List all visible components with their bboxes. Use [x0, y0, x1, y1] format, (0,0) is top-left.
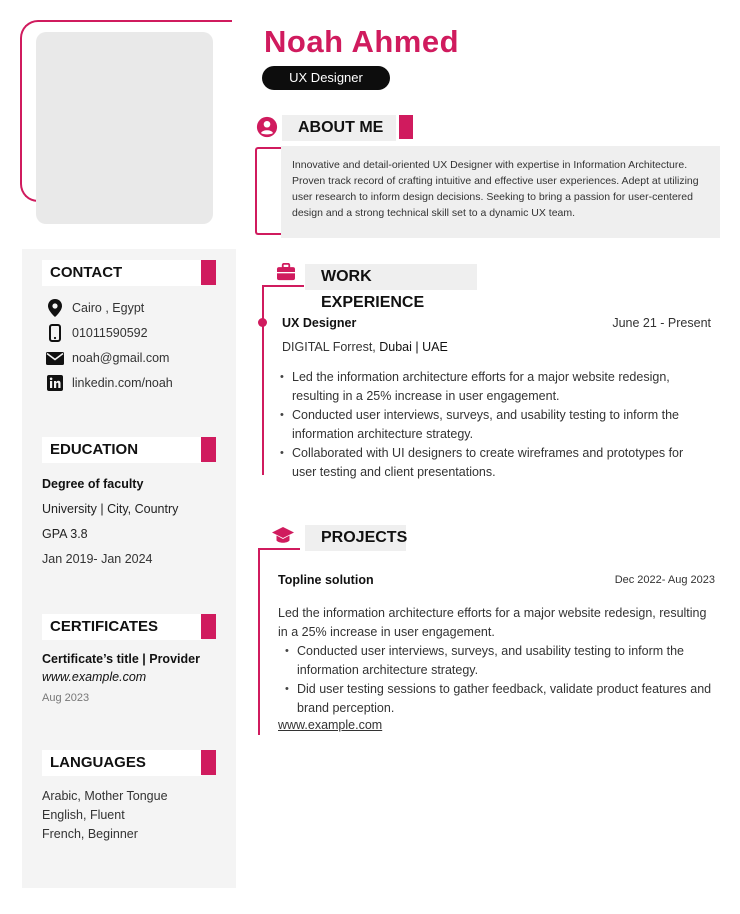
certificates-accent-mark [201, 614, 216, 639]
phone-icon [46, 324, 64, 342]
role-badge: UX Designer [262, 66, 390, 90]
project-link[interactable]: www.example.com [278, 718, 383, 732]
graduation-cap-icon [271, 526, 295, 546]
projects-timeline [258, 548, 260, 735]
education-degree: Degree of faculty [42, 477, 144, 491]
list-item: • Did user testing sessions to gather feedback, validate product features and brand perception. [285, 680, 715, 718]
location-icon [46, 299, 64, 317]
contact-heading: CONTACT [42, 260, 202, 286]
contact-email [46, 349, 169, 367]
education-dates: Jan 2019- Jan 2024 [42, 552, 153, 566]
briefcase-icon [276, 263, 296, 281]
education-heading: EDUCATION [42, 437, 202, 463]
certificate-date: Aug 2023 [42, 692, 90, 704]
education-accent-mark [201, 437, 216, 462]
projects-connector-h [260, 548, 300, 550]
email-text[interactable]: noah@gmail.com [72, 351, 170, 365]
work-connector-h [262, 285, 304, 287]
job-company [282, 340, 448, 354]
list-item: • Conducted user interviews, surveys, and usability testing to inform the information architecture strategy. [280, 406, 700, 444]
about-heading: ABOUT ME [282, 115, 396, 141]
list-item: • Conducted user interviews, surveys, and usability testing to inform the information architecture strategy. [285, 642, 715, 680]
languages-accent-mark [201, 750, 216, 775]
phone-text: 01011590592 [72, 326, 148, 340]
work-heading: WORK EXPERIENCE [305, 264, 477, 290]
candidate-name: Noah Ahmed [264, 24, 460, 59]
education-university: University | City, Country [42, 502, 179, 516]
languages-heading: LANGUAGES [42, 750, 202, 776]
education-gpa: GPA 3.8 [42, 527, 88, 541]
project-title: Topline solution [278, 573, 374, 587]
user-icon [256, 116, 278, 138]
projects-heading: PROJECTS [305, 525, 406, 551]
contact-phone [46, 324, 148, 342]
location-text: Cairo , Egypt [72, 301, 145, 315]
list-item: • Led the information architecture efforts for a major website redesign, resulting in a 25% increase in user engagement. [280, 368, 700, 406]
work-bullets [280, 368, 700, 482]
company-name: DIGITAL Forrest, [282, 340, 376, 354]
about-accent-mark [399, 115, 413, 139]
linkedin-icon [46, 374, 64, 392]
list-item: French, Beginner [42, 827, 138, 841]
certificate-title: Certificate’s title | Provider [42, 652, 200, 666]
certificates-heading: CERTIFICATES [42, 614, 202, 640]
job-date: June 21 - Present [612, 316, 711, 330]
list-item: English, Fluent [42, 808, 125, 822]
about-bracket [255, 147, 281, 235]
linkedin-text[interactable]: linkedin.com/noah [72, 376, 173, 390]
profile-photo-placeholder [36, 32, 213, 224]
list-item: Arabic, Mother Tongue [42, 789, 168, 803]
work-timeline [262, 285, 264, 475]
about-text: Innovative and detail-oriented UX Designer with expertise in Information Architecture. Proven track record of crafting intuitive and effective user experiences. Adept at utilizing user research to inform design decisions. Seeking to bring a passion for user-centered design and a strong technical skill set to a dynamic UX team. [281, 146, 720, 238]
job-title: UX Designer [282, 316, 357, 330]
project-bullets [285, 642, 715, 718]
contact-linkedin [46, 374, 173, 392]
contact-accent-mark [201, 260, 216, 285]
email-icon [46, 349, 64, 367]
contact-location [46, 299, 144, 317]
certificate-url[interactable]: www.example.com [42, 670, 147, 684]
languages-list [42, 787, 168, 844]
project-description: Led the information architecture efforts for a major website redesign, resulting in a 25% increase in user engagement. [278, 606, 707, 639]
project-date: Dec 2022- Aug 2023 [614, 574, 715, 586]
work-timeline-dot [258, 318, 267, 327]
list-item: • Collaborated with UI designers to create wireframes and prototypes for user testing and client presentations. [280, 444, 700, 482]
company-location: Dubai | UAE [379, 340, 448, 354]
